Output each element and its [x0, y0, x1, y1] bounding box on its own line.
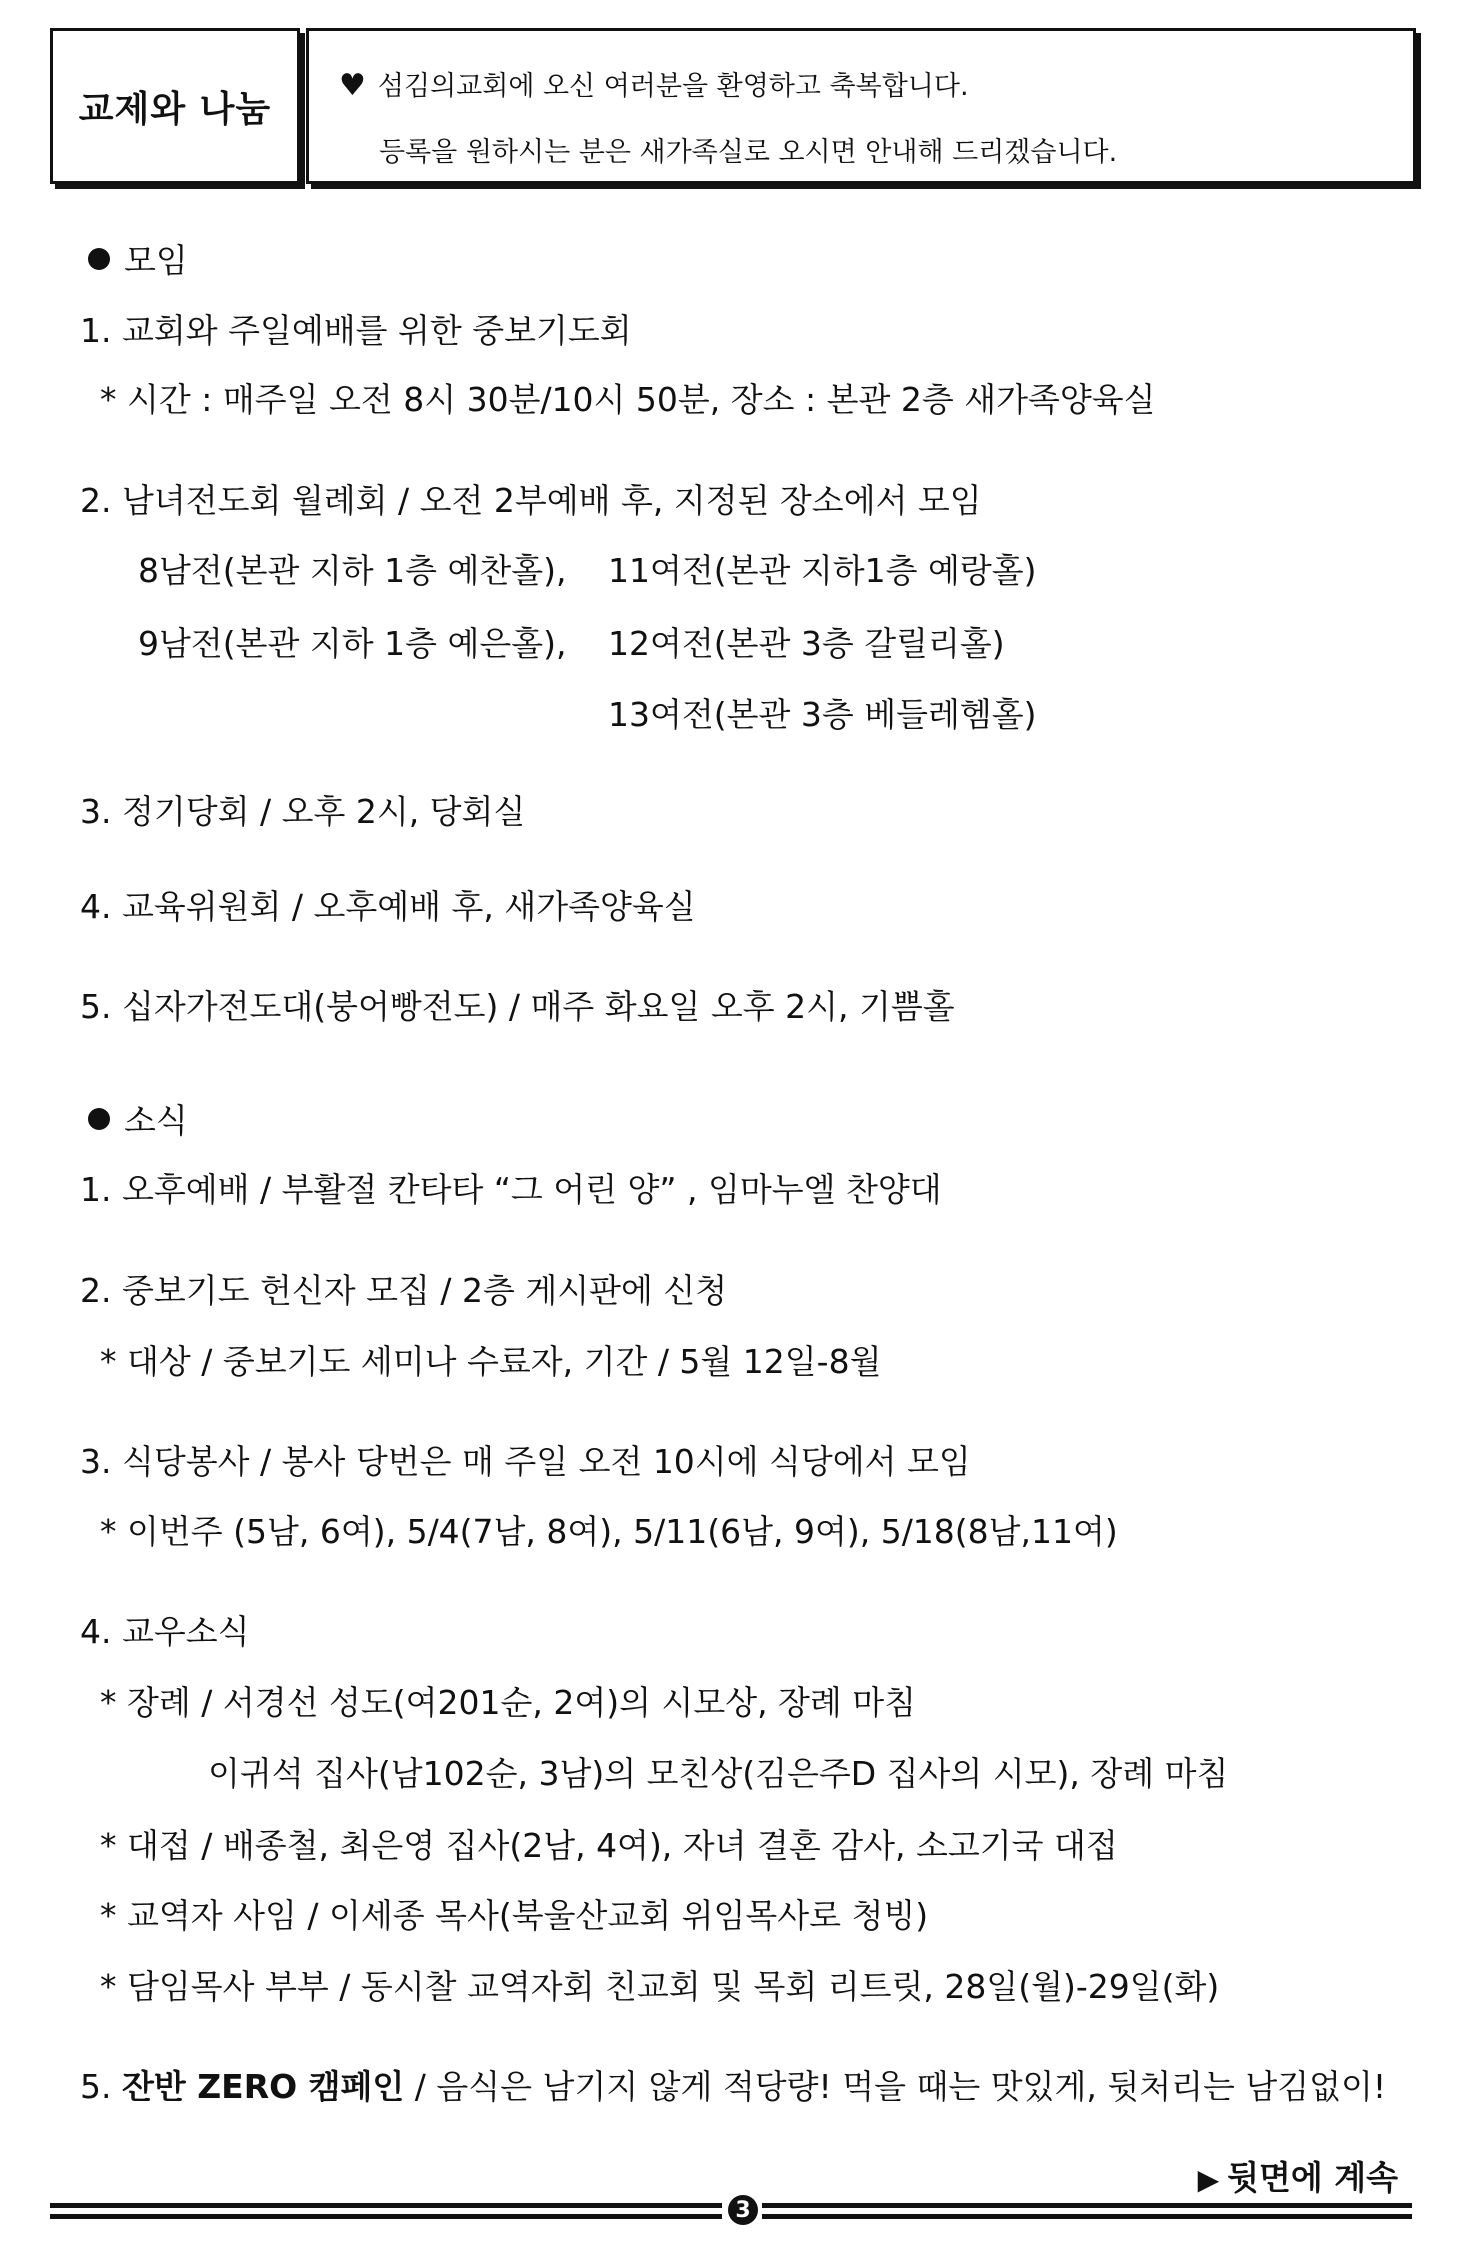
- section-title: 교제와 나눔: [78, 88, 272, 130]
- news-funeral-1: * 장례 / 서경선 성도(여201순, 2여)의 시모상, 장례 마침: [100, 1683, 917, 1722]
- news-item-5-number: 5.: [80, 2067, 112, 2106]
- welcome-line-1: [339, 64, 969, 103]
- welcome-box: [306, 28, 1416, 184]
- welcome-line-2: 등록을 원하시는 분은 새가족실로 오시면 안내해 드리겠습니다.: [379, 137, 1118, 168]
- news-resign: * 교역자 사임 / 이세종 목사(북울산교회 위임목사로 청빙): [100, 1896, 929, 1935]
- news-item-3: 3. 식당봉사 / 봉사 당번은 매 주일 오전 10시에 식당에서 모임: [80, 1442, 971, 1481]
- bullet-icon: [88, 248, 110, 270]
- meetings-heading-text: 모임: [124, 241, 188, 280]
- news-retreat: * 담임목사 부부 / 동시찰 교역자회 친교회 및 목회 리트릿, 28일(월)-29일(화): [100, 1967, 1220, 2006]
- meeting-men-8: 8남전(본관 지하 1층 예찬홀),: [138, 551, 567, 590]
- news-heading-text: 소식: [124, 1101, 188, 1140]
- meeting-item-4: 4. 교육위원회 / 오후예배 후, 새가족양육실: [80, 887, 696, 926]
- page-number: 3: [728, 2195, 758, 2225]
- section-title-box: [50, 28, 300, 184]
- meeting-item-1: 1. 교회와 주일예배를 위한 중보기도회: [80, 311, 632, 350]
- meeting-item-2: 2. 남녀전도회 월례회 / 오전 2부예배 후, 지정된 장소에서 모임: [80, 481, 982, 520]
- continue-note: [1198, 2152, 1398, 2199]
- news-item-2: 2. 중보기도 헌신자 모집 / 2층 게시판에 신청: [80, 1271, 728, 1310]
- meeting-item-1-detail: * 시간 : 매주일 오전 8시 30분/10시 50분, 장소 : 본관 2층 새가족양육실: [100, 380, 1156, 419]
- news-item-5: [80, 2067, 1387, 2106]
- heart-icon: ♥: [339, 68, 366, 103]
- news-item-1: 1. 오후예배 / 부활절 칸타타 “그 어린 양” , 임마누엘 찬양대: [80, 1170, 942, 1209]
- news-item-3-detail: * 이번주 (5남, 6여), 5/4(7남, 8여), 5/11(6남, 9여), 5/18(8남,11여): [100, 1512, 1118, 1551]
- news-heading: [80, 1101, 188, 1140]
- meeting-item-3: 3. 정기당회 / 오후 2시, 당회실: [80, 792, 526, 831]
- meeting-women-12: 12여전(본관 3층 갈릴리홀): [608, 624, 1005, 663]
- footer-rule-left: [50, 2203, 722, 2219]
- news-item-4: 4. 교우소식: [80, 1612, 250, 1651]
- meeting-women-13: 13여전(본관 3층 베들레헴홀): [608, 695, 1037, 734]
- welcome-text-1: 섬김의교회에 오신 여러분을 환영하고 축복합니다.: [377, 71, 969, 102]
- meeting-women-11: 11여전(본관 지하1층 예랑홀): [608, 551, 1037, 590]
- meeting-item-5: 5. 십자가전도대(붕어빵전도) / 매주 화요일 오후 2시, 기쁨홀: [80, 987, 955, 1026]
- news-item-2-detail: * 대상 / 중보기도 세미나 수료자, 기간 / 5월 12일-8월: [100, 1342, 882, 1381]
- play-triangle-icon: ▶: [1197, 2163, 1220, 2196]
- continue-text: 뒷면에 계속: [1227, 2158, 1398, 2197]
- news-treat: * 대접 / 배종철, 최은영 집사(2남, 4여), 자녀 결혼 감사, 소고기국 대접: [100, 1826, 1118, 1865]
- meetings-heading: [80, 241, 188, 280]
- meeting-men-9: 9남전(본관 지하 1층 예은홀),: [138, 624, 567, 663]
- news-funeral-2: 이귀석 집사(남102순, 3남)의 모친상(김은주D 집사의 시모), 장례 마침: [208, 1754, 1229, 1793]
- campaign-text: / 음식은 남기지 않게 적당량! 먹을 때는 맛있게, 뒷처리는 남김없이!: [404, 2067, 1387, 2106]
- campaign-title: 잔반 ZERO 캠페인: [122, 2067, 405, 2106]
- footer-rule-right: [762, 2203, 1412, 2219]
- bullet-icon: [88, 1108, 110, 1130]
